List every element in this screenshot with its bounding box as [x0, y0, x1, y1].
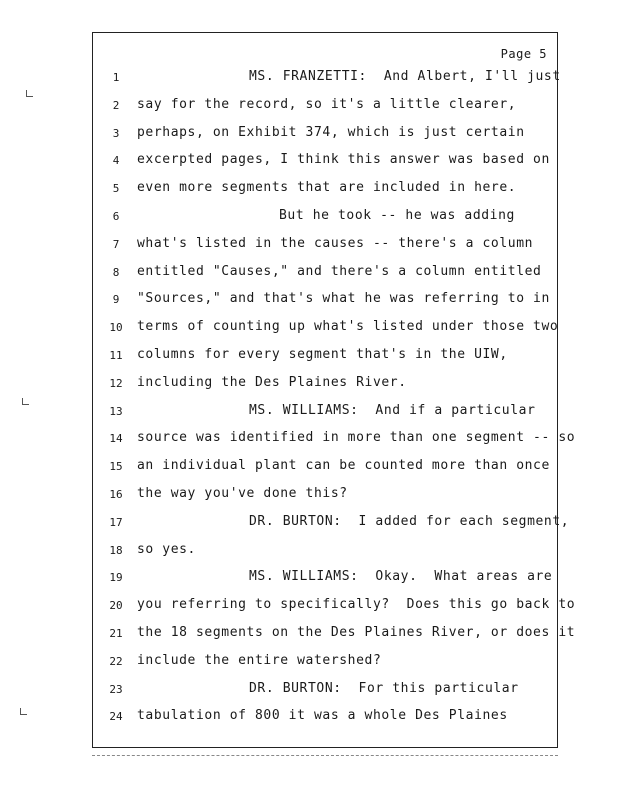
line-number: 16	[109, 488, 123, 501]
line-text: source was identified in more than one segment -- so	[137, 430, 576, 446]
transcript-line	[93, 69, 561, 89]
transcript-line	[93, 208, 557, 228]
margin-mark	[26, 90, 33, 97]
line-number: 14	[109, 432, 123, 446]
line-text: an individual plant can be counted more than once	[137, 458, 550, 474]
transcript-line	[93, 653, 557, 673]
transcript-line	[93, 97, 557, 117]
footer-strip	[92, 748, 558, 756]
transcript-line	[93, 180, 557, 200]
line-number: 1	[112, 71, 120, 84]
line-number: 15	[109, 460, 123, 474]
transcript-line	[93, 403, 557, 423]
transcript-line	[93, 291, 557, 311]
line-number: 18	[109, 543, 123, 557]
page-number-label: Page 5	[500, 47, 547, 61]
line-number: 12	[109, 376, 123, 390]
margin-mark	[20, 708, 27, 715]
transcript-line	[93, 125, 557, 145]
line-number: 8	[112, 265, 120, 279]
line-text: even more segments that are included in here.	[137, 180, 517, 196]
line-text: MS. WILLIAMS: And if a particular	[249, 402, 536, 418]
transcript-line	[93, 375, 557, 395]
transcript-line	[93, 264, 557, 284]
transcript-line	[93, 569, 557, 589]
transcript-line	[93, 681, 557, 701]
line-text: But he took -- he was adding	[279, 208, 515, 223]
transcript-line	[93, 708, 557, 728]
line-text: MS. WILLIAMS: Okay. What areas are	[249, 569, 553, 585]
line-number: 6	[112, 210, 120, 223]
line-text: so yes.	[137, 541, 196, 557]
line-text: excerpted pages, I think this answer was based on	[137, 152, 550, 168]
line-text: MS. FRANZETTI: And Albert, I'll just	[249, 69, 561, 84]
transcript-line	[93, 597, 576, 617]
transcript-line	[93, 430, 576, 450]
transcript-page	[92, 32, 576, 748]
line-text: "Sources," and that's what he was referring to in	[137, 291, 550, 307]
line-text: you referring to specifically? Does this go back to	[137, 597, 576, 613]
line-number: 19	[109, 571, 123, 585]
transcript-line	[93, 486, 557, 506]
line-number: 17	[109, 515, 123, 529]
line-number: 5	[112, 182, 120, 196]
line-text: say for the record, so it's a little clearer,	[137, 96, 517, 112]
line-number: 22	[109, 654, 123, 668]
line-text: what's listed in the causes -- there's a column	[137, 235, 534, 251]
line-number: 24	[109, 710, 123, 724]
line-number: 2	[112, 98, 120, 112]
line-number: 11	[109, 349, 123, 362]
line-text: include the entire watershed?	[137, 652, 382, 668]
line-number: 13	[109, 404, 123, 418]
line-text: perhaps, on Exhibit 374, which is just certain	[137, 124, 525, 140]
line-text: the way you've done this?	[137, 486, 348, 501]
line-text: DR. BURTON: For this particular	[249, 680, 519, 696]
line-number: 9	[112, 293, 120, 307]
line-number: 21	[109, 627, 123, 640]
line-text: DR. BURTON: I added for each segment,	[249, 513, 570, 529]
transcript-line	[93, 625, 576, 645]
line-text: columns for every segment that's in the UIW,	[137, 347, 508, 362]
line-number: 23	[109, 682, 123, 696]
transcript-line	[93, 236, 557, 256]
line-number: 3	[112, 126, 120, 140]
line-text: including the Des Plaines River.	[137, 374, 407, 390]
line-number: 20	[109, 599, 123, 613]
line-text: terms of counting up what's listed under those two	[137, 319, 559, 335]
line-text: entitled "Causes," and there's a column entitled	[137, 263, 542, 279]
transcript-line	[93, 542, 557, 562]
line-text: the 18 segments on the Des Plaines River, or does it	[137, 625, 576, 640]
line-number: 10	[109, 321, 123, 335]
margin-mark	[22, 398, 29, 405]
transcript-line	[93, 152, 557, 172]
transcript-line	[93, 458, 557, 478]
line-number: 4	[112, 154, 120, 168]
transcript-line	[93, 513, 570, 534]
transcript-line	[93, 319, 557, 339]
line-number: 7	[112, 237, 120, 251]
line-text: tabulation of 800 it was a whole Des Plaines	[137, 708, 508, 724]
transcript-line	[93, 347, 557, 367]
